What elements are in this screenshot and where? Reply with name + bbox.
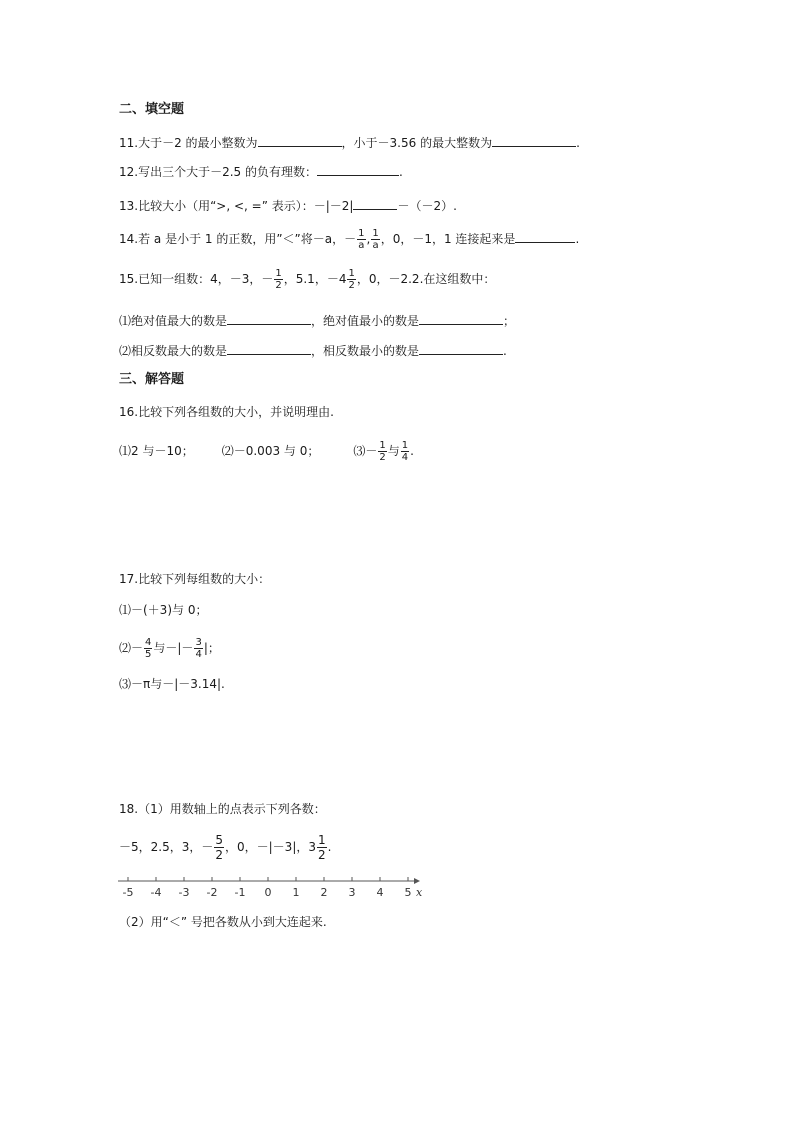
q17-fraction-1 bbox=[144, 637, 152, 660]
q12-blank[interactable] bbox=[317, 163, 399, 176]
question-17-part-1: ⑴－(＋3)与 0； bbox=[119, 603, 208, 617]
q18-nums-a: －5，2.5，3，－ bbox=[119, 840, 214, 854]
q15-text-a: 15.已知一组数：4，－3，－ bbox=[119, 272, 274, 286]
question-16: 16.比较下列各组数的大小，并说明理由. bbox=[119, 405, 334, 419]
q14-f2-den: a bbox=[372, 240, 379, 251]
question-18-part-2: （2）用“＜” 号把各数从小到大连起来. bbox=[119, 915, 327, 929]
axis-tick-label: 4 bbox=[376, 886, 384, 899]
q12-text-a: 12.写出三个大于－2.5 的负有理数： bbox=[119, 165, 317, 179]
q13-text-a: 13.比较大小（用“>, <, =” 表示）：－|－2| bbox=[119, 199, 354, 213]
question-17: 17.比较下列每组数的大小： bbox=[119, 572, 271, 586]
q16-fraction-1 bbox=[378, 440, 386, 463]
q18-f1-den: 2 bbox=[215, 848, 223, 862]
section-title-solve: 三、解答题 bbox=[119, 372, 185, 387]
q18-f2-num: 1 bbox=[318, 833, 326, 847]
q14-text-c: . bbox=[575, 232, 580, 246]
q15-text-c: ，0，－2.2.在这组数中： bbox=[356, 272, 496, 286]
q15-1-text-c: ； bbox=[503, 314, 516, 328]
q15-f1-den: 2 bbox=[275, 280, 282, 291]
q17-f2-num: 3 bbox=[195, 637, 202, 648]
axis-tick-label: 0 bbox=[264, 886, 272, 899]
axis-tick-label: 3 bbox=[348, 886, 356, 899]
q11-text-a: 11.大于－2 的最小整数为 bbox=[119, 136, 258, 150]
axis-tick-label: 1 bbox=[292, 886, 300, 899]
q15-2-text-c: . bbox=[503, 344, 507, 358]
q15-text-b: ，5.1，－4 bbox=[283, 272, 347, 286]
q14-blank[interactable] bbox=[515, 230, 575, 243]
q11-blank-2[interactable] bbox=[492, 134, 576, 147]
axis-tick-label: 5 bbox=[404, 886, 412, 899]
q11-blank-1[interactable] bbox=[258, 134, 342, 147]
q16-part-3c: . bbox=[410, 444, 414, 458]
q15-fraction-1 bbox=[274, 268, 282, 291]
q17-f2-den: 4 bbox=[195, 649, 202, 660]
q15-1-blank-1[interactable] bbox=[227, 312, 311, 325]
q15-1-blank-2[interactable] bbox=[419, 312, 503, 325]
q13-text-b: －（－2）. bbox=[397, 199, 457, 213]
q15-f2-num: 1 bbox=[348, 268, 355, 279]
q15-f1-num: 1 bbox=[275, 268, 282, 279]
q11-text-b: ，小于－3.56 的最大整数为 bbox=[341, 136, 493, 150]
question-16-parts bbox=[119, 440, 414, 463]
q16-f2-den: 4 bbox=[401, 452, 409, 463]
question-18: 18.（1）用数轴上的点表示下列各数： bbox=[119, 802, 326, 816]
q17-part-2b: 与－|－ bbox=[153, 641, 194, 655]
q17-fraction-2 bbox=[194, 637, 202, 660]
q16-f1-num: 1 bbox=[379, 440, 386, 451]
axis-arrow-icon bbox=[414, 878, 420, 884]
q18-nums-c: . bbox=[327, 840, 332, 854]
axis-ticks bbox=[123, 877, 412, 899]
axis-tick-label: -4 bbox=[150, 886, 162, 899]
q16-part-1: ⑴2 与－10； bbox=[119, 444, 194, 458]
q18-fraction-2 bbox=[317, 833, 327, 862]
q16-fraction-2 bbox=[401, 440, 409, 463]
question-14 bbox=[119, 228, 579, 251]
q16-part-3a: ⑶－ bbox=[353, 444, 378, 458]
question-17-part-3: ⑶－π与－|－3.14|. bbox=[119, 677, 225, 691]
q14-f1-num: 1 bbox=[358, 228, 365, 239]
section-title-fill-blank: 二、填空题 bbox=[119, 102, 185, 117]
q16-part-3b: 与 bbox=[387, 444, 400, 458]
q15-2-blank-2[interactable] bbox=[419, 342, 503, 355]
q17-part-2c: |； bbox=[203, 641, 220, 655]
q15-f2-den: 2 bbox=[348, 280, 355, 291]
q13-blank[interactable] bbox=[353, 197, 397, 210]
q18-f2-den: 2 bbox=[318, 848, 326, 862]
axis-label: x bbox=[416, 886, 423, 899]
q18-f1-num: 5 bbox=[215, 833, 223, 847]
question-11 bbox=[119, 134, 580, 151]
q17-f1-den: 5 bbox=[145, 649, 152, 660]
q17-part-2a: ⑵－ bbox=[119, 641, 144, 655]
axis-tick-label: -5 bbox=[122, 886, 134, 899]
q16-f2-num: 1 bbox=[401, 440, 409, 451]
axis-tick-label: -2 bbox=[206, 886, 218, 899]
q14-fraction-2 bbox=[371, 228, 379, 251]
q14-fraction-1 bbox=[357, 228, 365, 251]
q18-nums-b: ，0，－|－3|，3 bbox=[225, 840, 316, 854]
q14-f1-den: a bbox=[358, 240, 365, 251]
question-15-part-2 bbox=[119, 342, 507, 359]
q12-text-b: . bbox=[398, 165, 403, 179]
q15-fraction-2 bbox=[347, 268, 355, 291]
question-15-part-1 bbox=[119, 312, 515, 329]
question-12 bbox=[119, 163, 403, 180]
q14-f2-num: 1 bbox=[372, 228, 379, 239]
q15-2-text-b: ，相反数最小的数是 bbox=[311, 344, 420, 358]
q15-1-text-b: ，绝对值最小的数是 bbox=[311, 314, 420, 328]
q15-1-text-a: ⑴绝对值最大的数是 bbox=[119, 314, 228, 328]
q16-f1-den: 2 bbox=[379, 452, 386, 463]
q11-text-c: . bbox=[576, 136, 580, 150]
q14-text-b: ，0，－1，1 连接起来是 bbox=[380, 232, 516, 246]
question-18-numbers bbox=[119, 833, 331, 862]
question-17-part-2 bbox=[119, 637, 220, 660]
number-axis bbox=[116, 876, 426, 902]
question-15 bbox=[119, 268, 495, 291]
q16-part-2: ⑵－0.003 与 0； bbox=[221, 444, 320, 458]
q15-2-blank-1[interactable] bbox=[227, 342, 311, 355]
axis-tick-label: -3 bbox=[178, 886, 190, 899]
question-13 bbox=[119, 197, 457, 214]
q14-comma: , bbox=[366, 232, 371, 246]
q17-f1-num: 4 bbox=[145, 637, 152, 648]
q15-2-text-a: ⑵相反数最大的数是 bbox=[119, 344, 228, 358]
q14-text-a: 14.若 a 是小于 1 的正数，用”＜”将－a，－ bbox=[119, 232, 357, 246]
q18-fraction-1 bbox=[214, 833, 224, 862]
axis-tick-label: -1 bbox=[234, 886, 246, 899]
axis-tick-label: 2 bbox=[320, 886, 328, 899]
